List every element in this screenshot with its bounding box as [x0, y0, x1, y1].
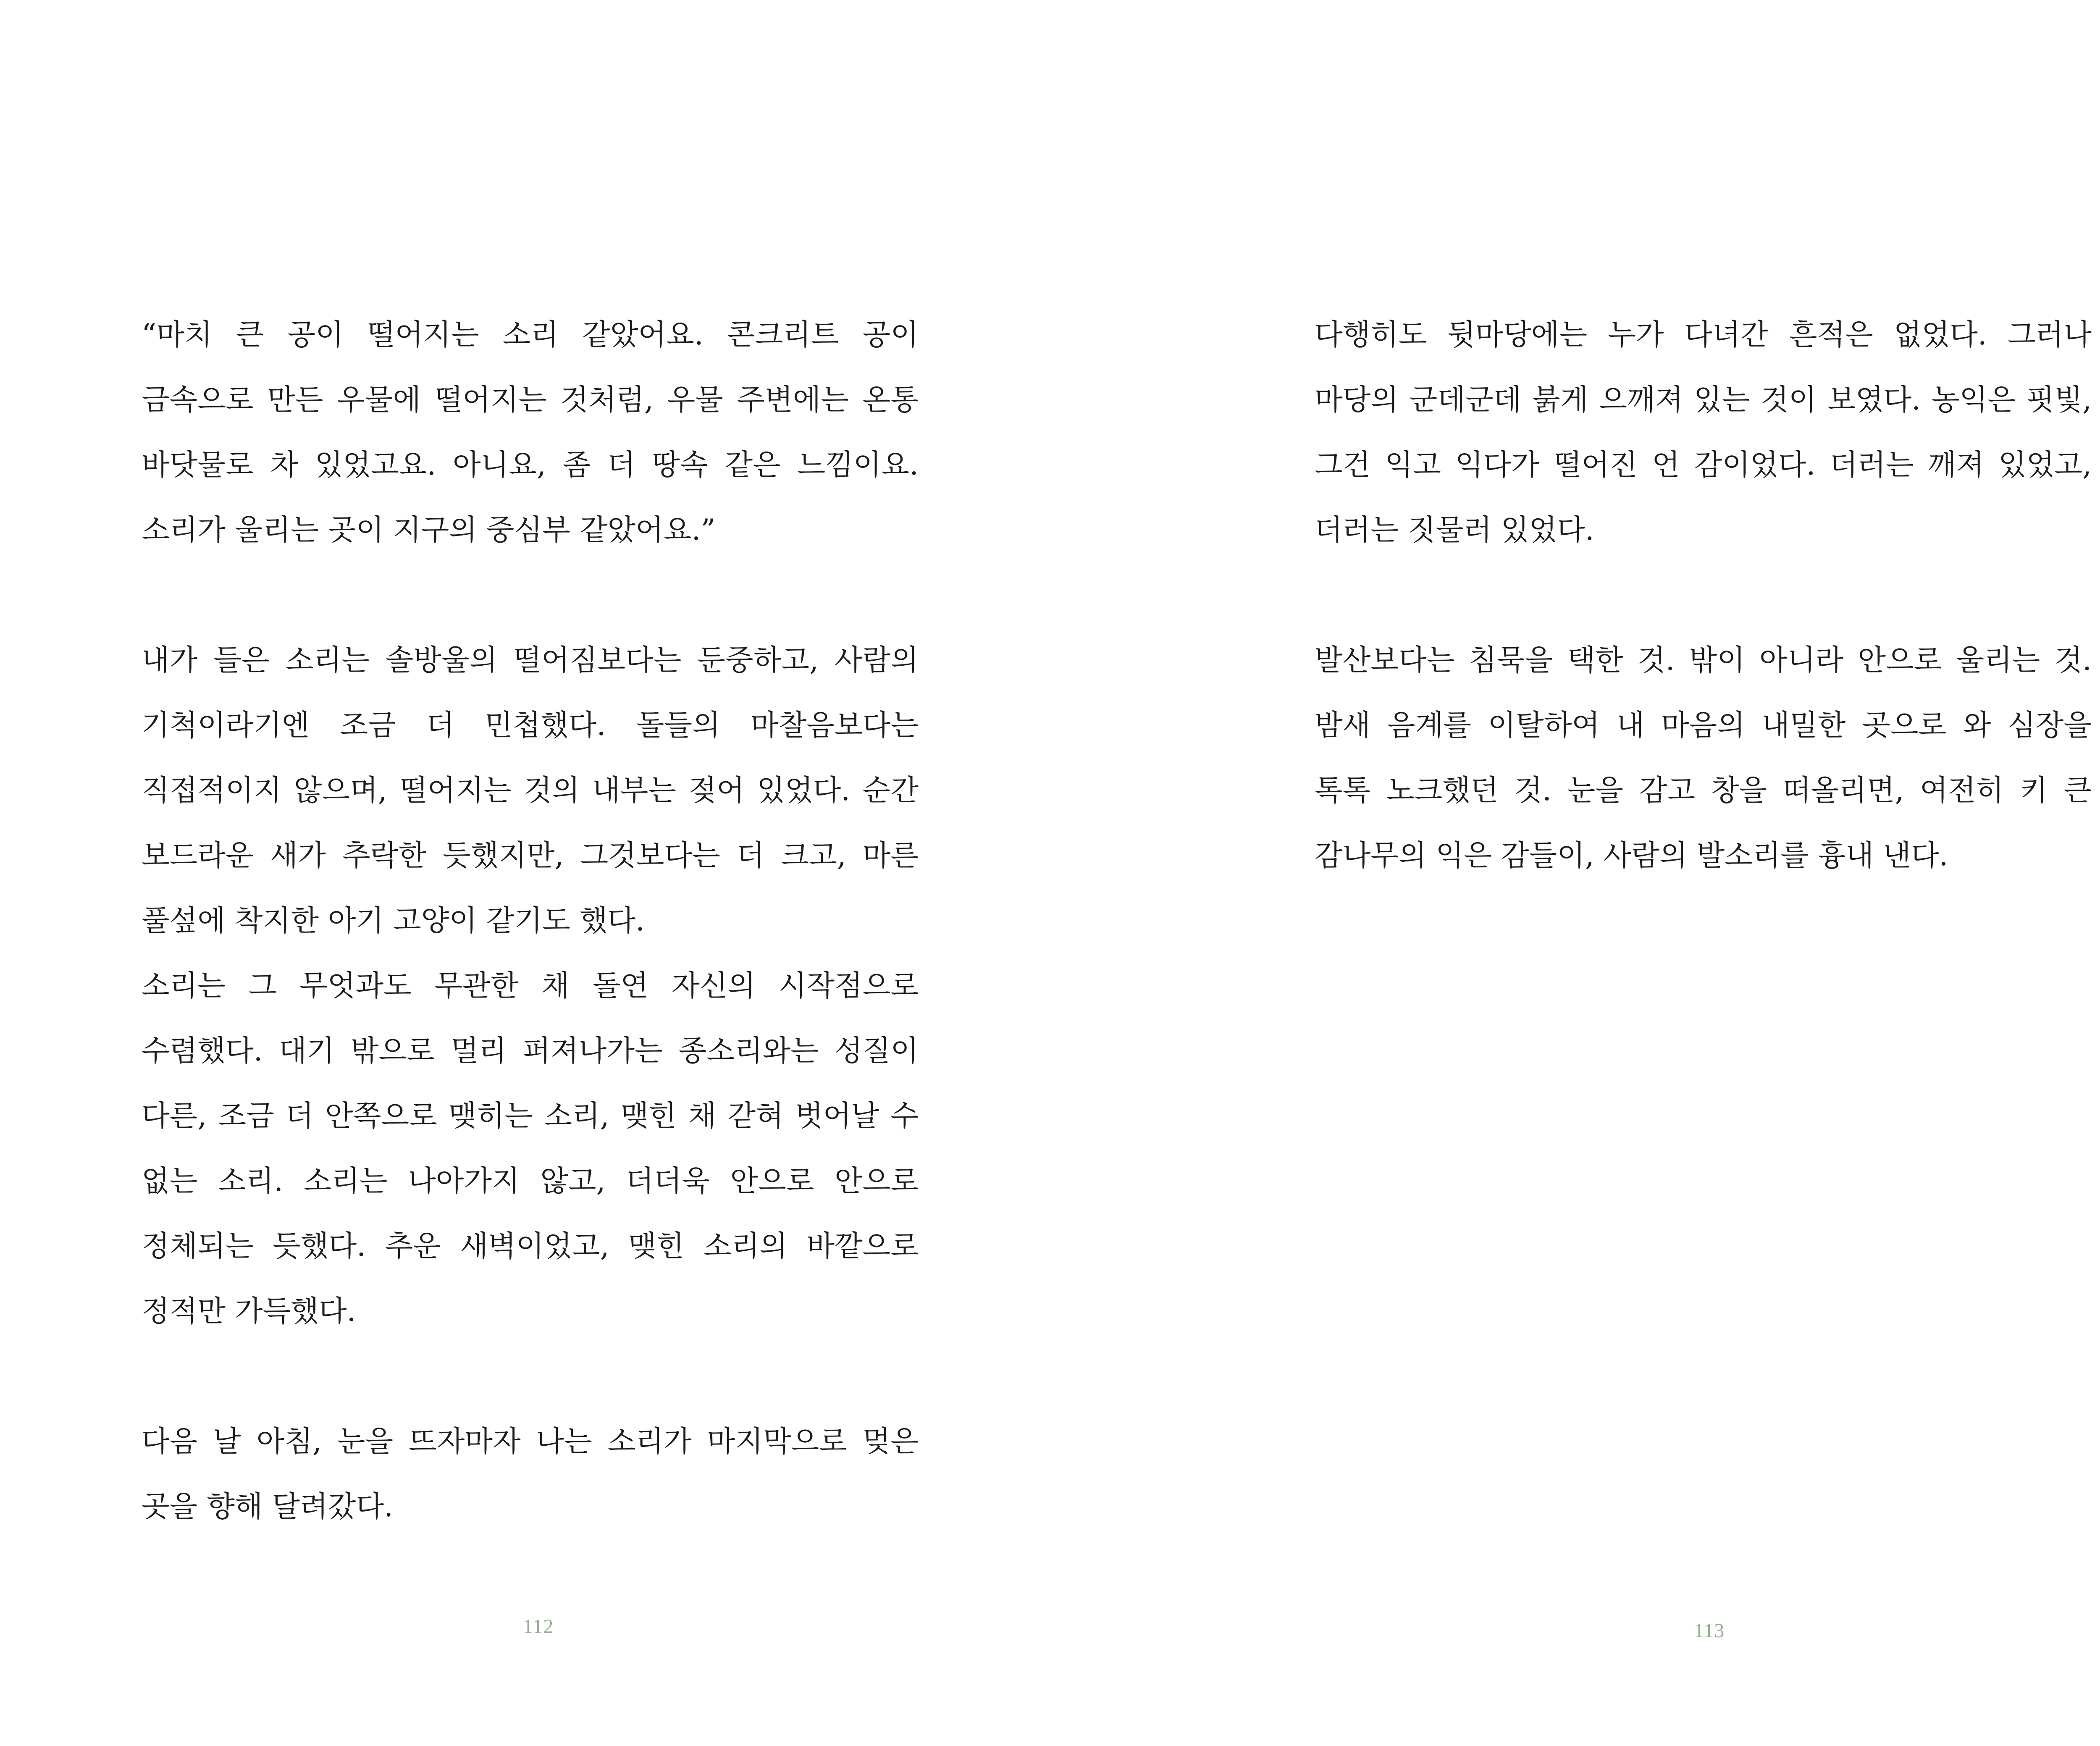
paragraph: 다음 날 아침, 눈을 뜨자마자 나는 소리가 마지막으로 멎은 곳을 향해 달려갔다.: [142, 1425, 919, 1523]
paragraph: 발산보다는 침묵을 택한 것. 밖이 아니라 안으로 울리는 것. 밤새 음계를 이탈하여 내 마음의 내밀한 곳으로 와 심장을 톡톡 노크했던 것. 눈을 감고 창을 떠올리면, 여전히 키 큰 감나무의 익은 감들이, 사람의 발소리를 흉내 낸다.: [1315, 643, 2092, 872]
page-number: 113: [1694, 1620, 1725, 1642]
right-page: [1111, 0, 2100, 1746]
paragraph: 내가 들은 소리는 솔방울의 떨어짐보다는 둔중하고, 사람의 기척이라기엔 조금 더 민첩했다. 돌들의 마찰음보다는 직접적이지 않으며, 떨어지는 것의 내부는 젖어 있었다. 순간 보드라운 새가 추락한 듯했지만, 그것보다는 더 크고, 마른 풀섶에 착지한 아기 고양이 같기도 했다.: [142, 643, 919, 937]
right-page-body: [1315, 302, 2092, 888]
paragraph: 소리는 그 무엇과도 무관한 채 돌연 자신의 시작점으로 수렴했다. 대기 밖으로 멀리 퍼져나가는 종소리와는 성질이 다른, 조금 더 안쪽으로 맺히는 소리, 맺힌 채 갇혀 벗어날 수 없는 소리. 소리는 나아가지 않고, 더더욱 안으로 안으로 정체되는 듯했다. 추운 새벽이었고, 맺힌 소리의 바깥으로 정적만 가득했다.: [142, 969, 919, 1328]
page-number: 112: [523, 1615, 554, 1638]
left-page-body: [142, 302, 919, 1539]
paragraph: 다행히도 뒷마당에는 누가 다녀간 흔적은 없었다. 그러나 마당의 군데군데 붉게 으깨져 있는 것이 보였다. 농익은 핏빛, 그건 익고 익다가 떨어진 언 감이었다. 더러는 깨져 있었고, 더러는 짓물러 있었다.: [1315, 318, 2092, 547]
paragraph: “마치 큰 공이 떨어지는 소리 같았어요. 콘크리트 공이 금속으로 만든 우물에 떨어지는 것처럼, 우물 주변에는 온통 바닷물로 차 있었고요. 아니요, 좀 더 땅속 같은 느낌이요. 소리가 울리는 곳이 지구의 중심부 같았어요.”: [142, 318, 919, 547]
